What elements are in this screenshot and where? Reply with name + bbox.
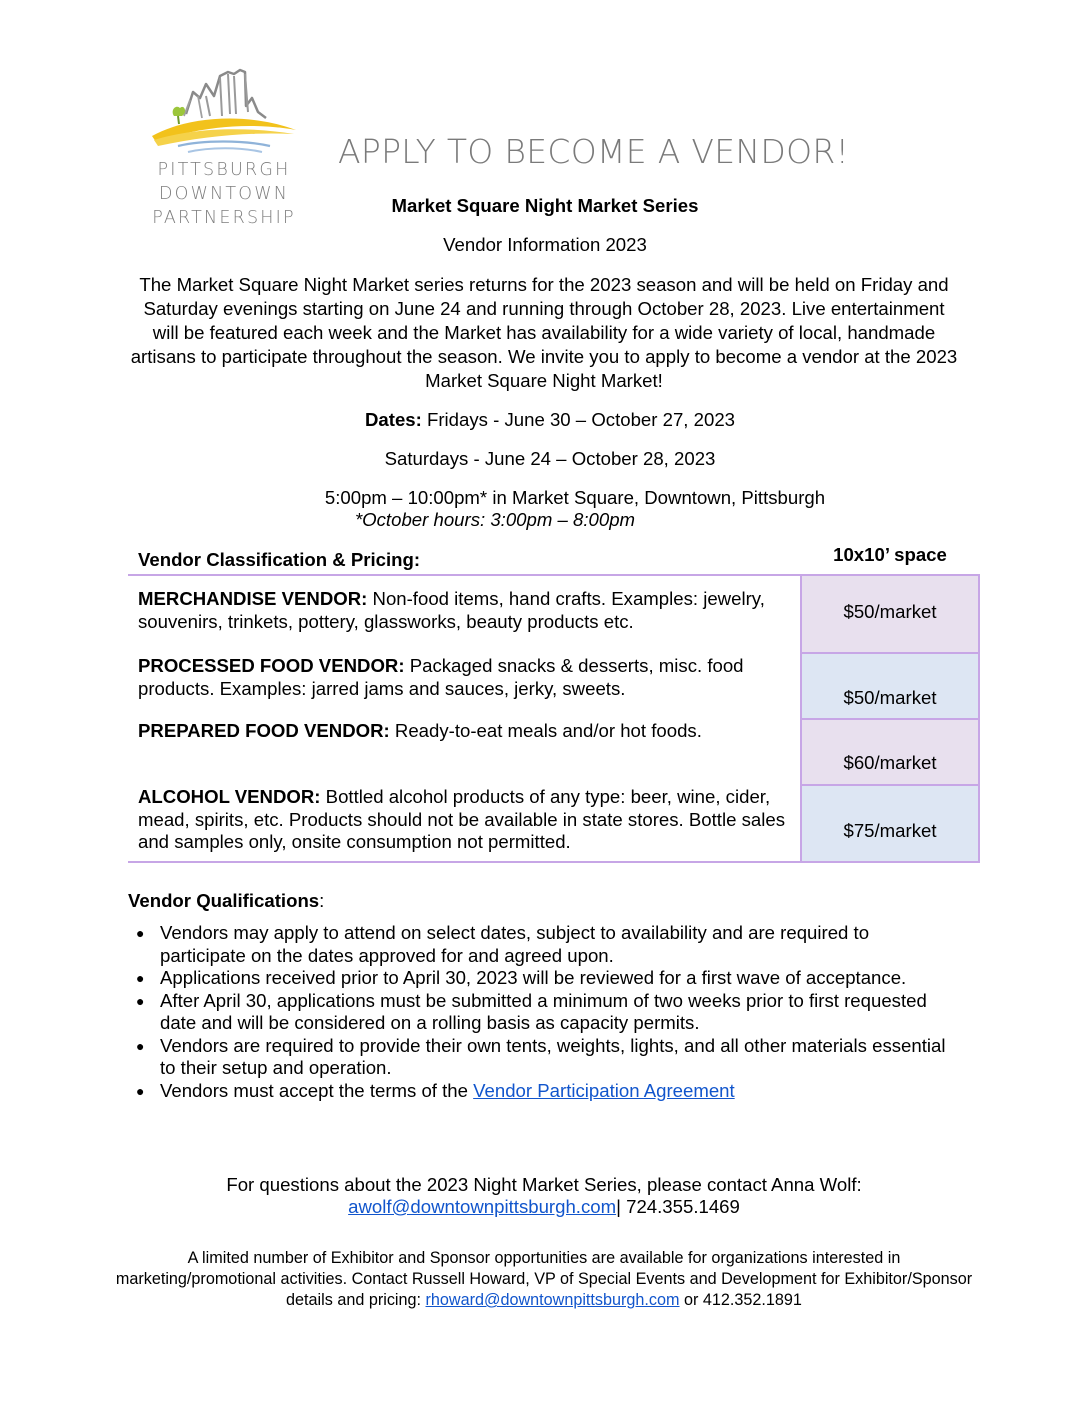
list-item-text: Vendors must accept the terms of the: [160, 1079, 474, 1101]
table-row-merchandise: [138, 588, 788, 633]
price-merchandise: $50/market: [843, 601, 937, 622]
anna-wolf-email-link[interactable]: awolf@downtownpittsburgh.com: [348, 1196, 617, 1217]
list-item: [136, 1080, 956, 1103]
list-item: [136, 1035, 956, 1080]
row-desc: Ready-to-eat meals and/or hot foods.: [389, 720, 702, 741]
contact-line: For questions about the 2023 Night Market Series, please contact Anna Wolf:: [226, 1174, 862, 1195]
list-item-text: Vendors are required to provide their own tents, weights, lights, and all other materials essential to their setup and operation.: [160, 1034, 946, 1078]
table-header-space: 10x10’ space: [833, 544, 947, 565]
qualifications-list: [136, 922, 956, 1102]
page-headline: APPLY TO BECOME A VENDOR!: [338, 132, 850, 171]
series-title: Market Square Night Market Series: [391, 195, 699, 216]
table-row-prepared-food: [138, 720, 788, 743]
intro-paragraph: The Market Square Night Market series returns for the 2023 season and will be held on Friday and Saturday evenings starting on June 24 and running through October 28, 2023. Live entertainment will be featured each week and the Market has availability for a wide variety of local, handmade artisans to participate throughout the season. We invite you to apply to become a vendor at the 2023 Market Square Night Market!: [130, 274, 958, 391]
qualifications-title: Vendor Qualifications: [128, 890, 320, 911]
table-bottom-border: [128, 861, 980, 863]
price-alcohol: $75/market: [843, 820, 937, 841]
bullet-icon: ●: [136, 1082, 145, 1099]
dates-fridays: [250, 408, 850, 432]
row-title: ALCOHOL VENDOR:: [138, 786, 321, 807]
row-desc: Non-food items, hand crafts. Examples: jewelry, souvenirs, trinkets, pottery, glassworks, beauty products etc.: [138, 588, 765, 632]
row-title: PROCESSED FOOD VENDOR:: [138, 655, 405, 676]
list-item: [136, 922, 956, 967]
logo-text-pittsburgh: PITTSBURGH: [157, 160, 291, 180]
bullet-icon: ●: [136, 992, 145, 1009]
dates-fridays-text: Fridays - June 30 – October 27, 2023: [421, 409, 735, 430]
october-hours-note: *October hours: 3:00pm – 8:00pm: [354, 509, 636, 530]
row-title: MERCHANDISE VENDOR:: [138, 588, 368, 609]
bullet-icon: ●: [136, 925, 145, 941]
vendor-info-title: Vendor Information 2023: [443, 234, 647, 255]
footer-phone: or 412.352.1891: [679, 1291, 802, 1309]
pittsburgh-downtown-partnership-logo: [148, 66, 300, 232]
skyline-logo-icon: [148, 66, 300, 156]
sponsor-footer: [110, 1248, 978, 1311]
table-header-classification: Vendor Classification & Pricing:: [138, 549, 421, 570]
table-row-processed-food: [138, 655, 788, 700]
footer-text: A limited number of Exhibitor and Sponsor opportunities are available for organizations interested in marketing/promotional activities. Contact Russell Howard, VP of Special Events and Development for Exhibitor/Sponsor details and pricing:: [115, 1249, 973, 1309]
table-right-border: [978, 574, 980, 863]
list-item: [136, 990, 956, 1035]
list-item-text: Vendors may apply to attend on select dates, subject to availability and are required to participate on the dates approved for and agreed upon.: [160, 922, 870, 966]
dates-label: Dates:: [364, 409, 422, 430]
bullet-icon: ●: [136, 970, 145, 986]
list-item-text: Applications received prior to April 30, 2023 will be reviewed for a first wave of acceptance.: [160, 967, 907, 988]
logo-text-partnership: PARTNERSHIP: [152, 208, 296, 228]
contact-details: [100, 1195, 988, 1219]
logo-text-downtown: DOWNTOWN: [158, 184, 290, 204]
row-desc: Packaged snacks & desserts, misc. food products. Examples: jarred jams and sauces, jerky, sweets.: [138, 655, 744, 699]
table-divider: [802, 652, 980, 654]
list-item: [136, 967, 956, 990]
price-prepared-food: $60/market: [843, 752, 937, 773]
russell-howard-email-link[interactable]: rhoward@downtownpittsburgh.com: [425, 1291, 680, 1309]
contact-phone: | 724.355.1469: [616, 1196, 740, 1217]
bullet-icon: ●: [136, 1037, 145, 1054]
table-divider: [802, 784, 980, 786]
table-top-border: [128, 574, 980, 576]
dates-saturdays: Saturdays - June 24 – October 28, 2023: [384, 448, 716, 469]
qualifications-heading: [128, 889, 324, 913]
vendor-agreement-link[interactable]: Vendor Participation Agreement: [473, 1079, 735, 1101]
hours-text: 5:00pm – 10:00pm* in Market Square, Downtown, Pittsburgh: [324, 487, 826, 508]
qualifications-colon: :: [319, 890, 325, 911]
row-title: PREPARED FOOD VENDOR:: [138, 720, 390, 741]
table-row-alcohol: [138, 786, 788, 854]
table-divider: [802, 718, 980, 720]
row-desc: Bottled alcohol products of any type: beer, wine, cider, mead, spirits, etc. Products should not be available in state stores. Bottle sales and samples only, onsite consumption not permitted.: [138, 786, 785, 852]
list-item-text: After April 30, applications must be submitted a minimum of two weeks prior to first requested date and will be considered on a rolling basis as capacity permits.: [160, 989, 927, 1033]
price-processed-food: $50/market: [843, 687, 937, 708]
